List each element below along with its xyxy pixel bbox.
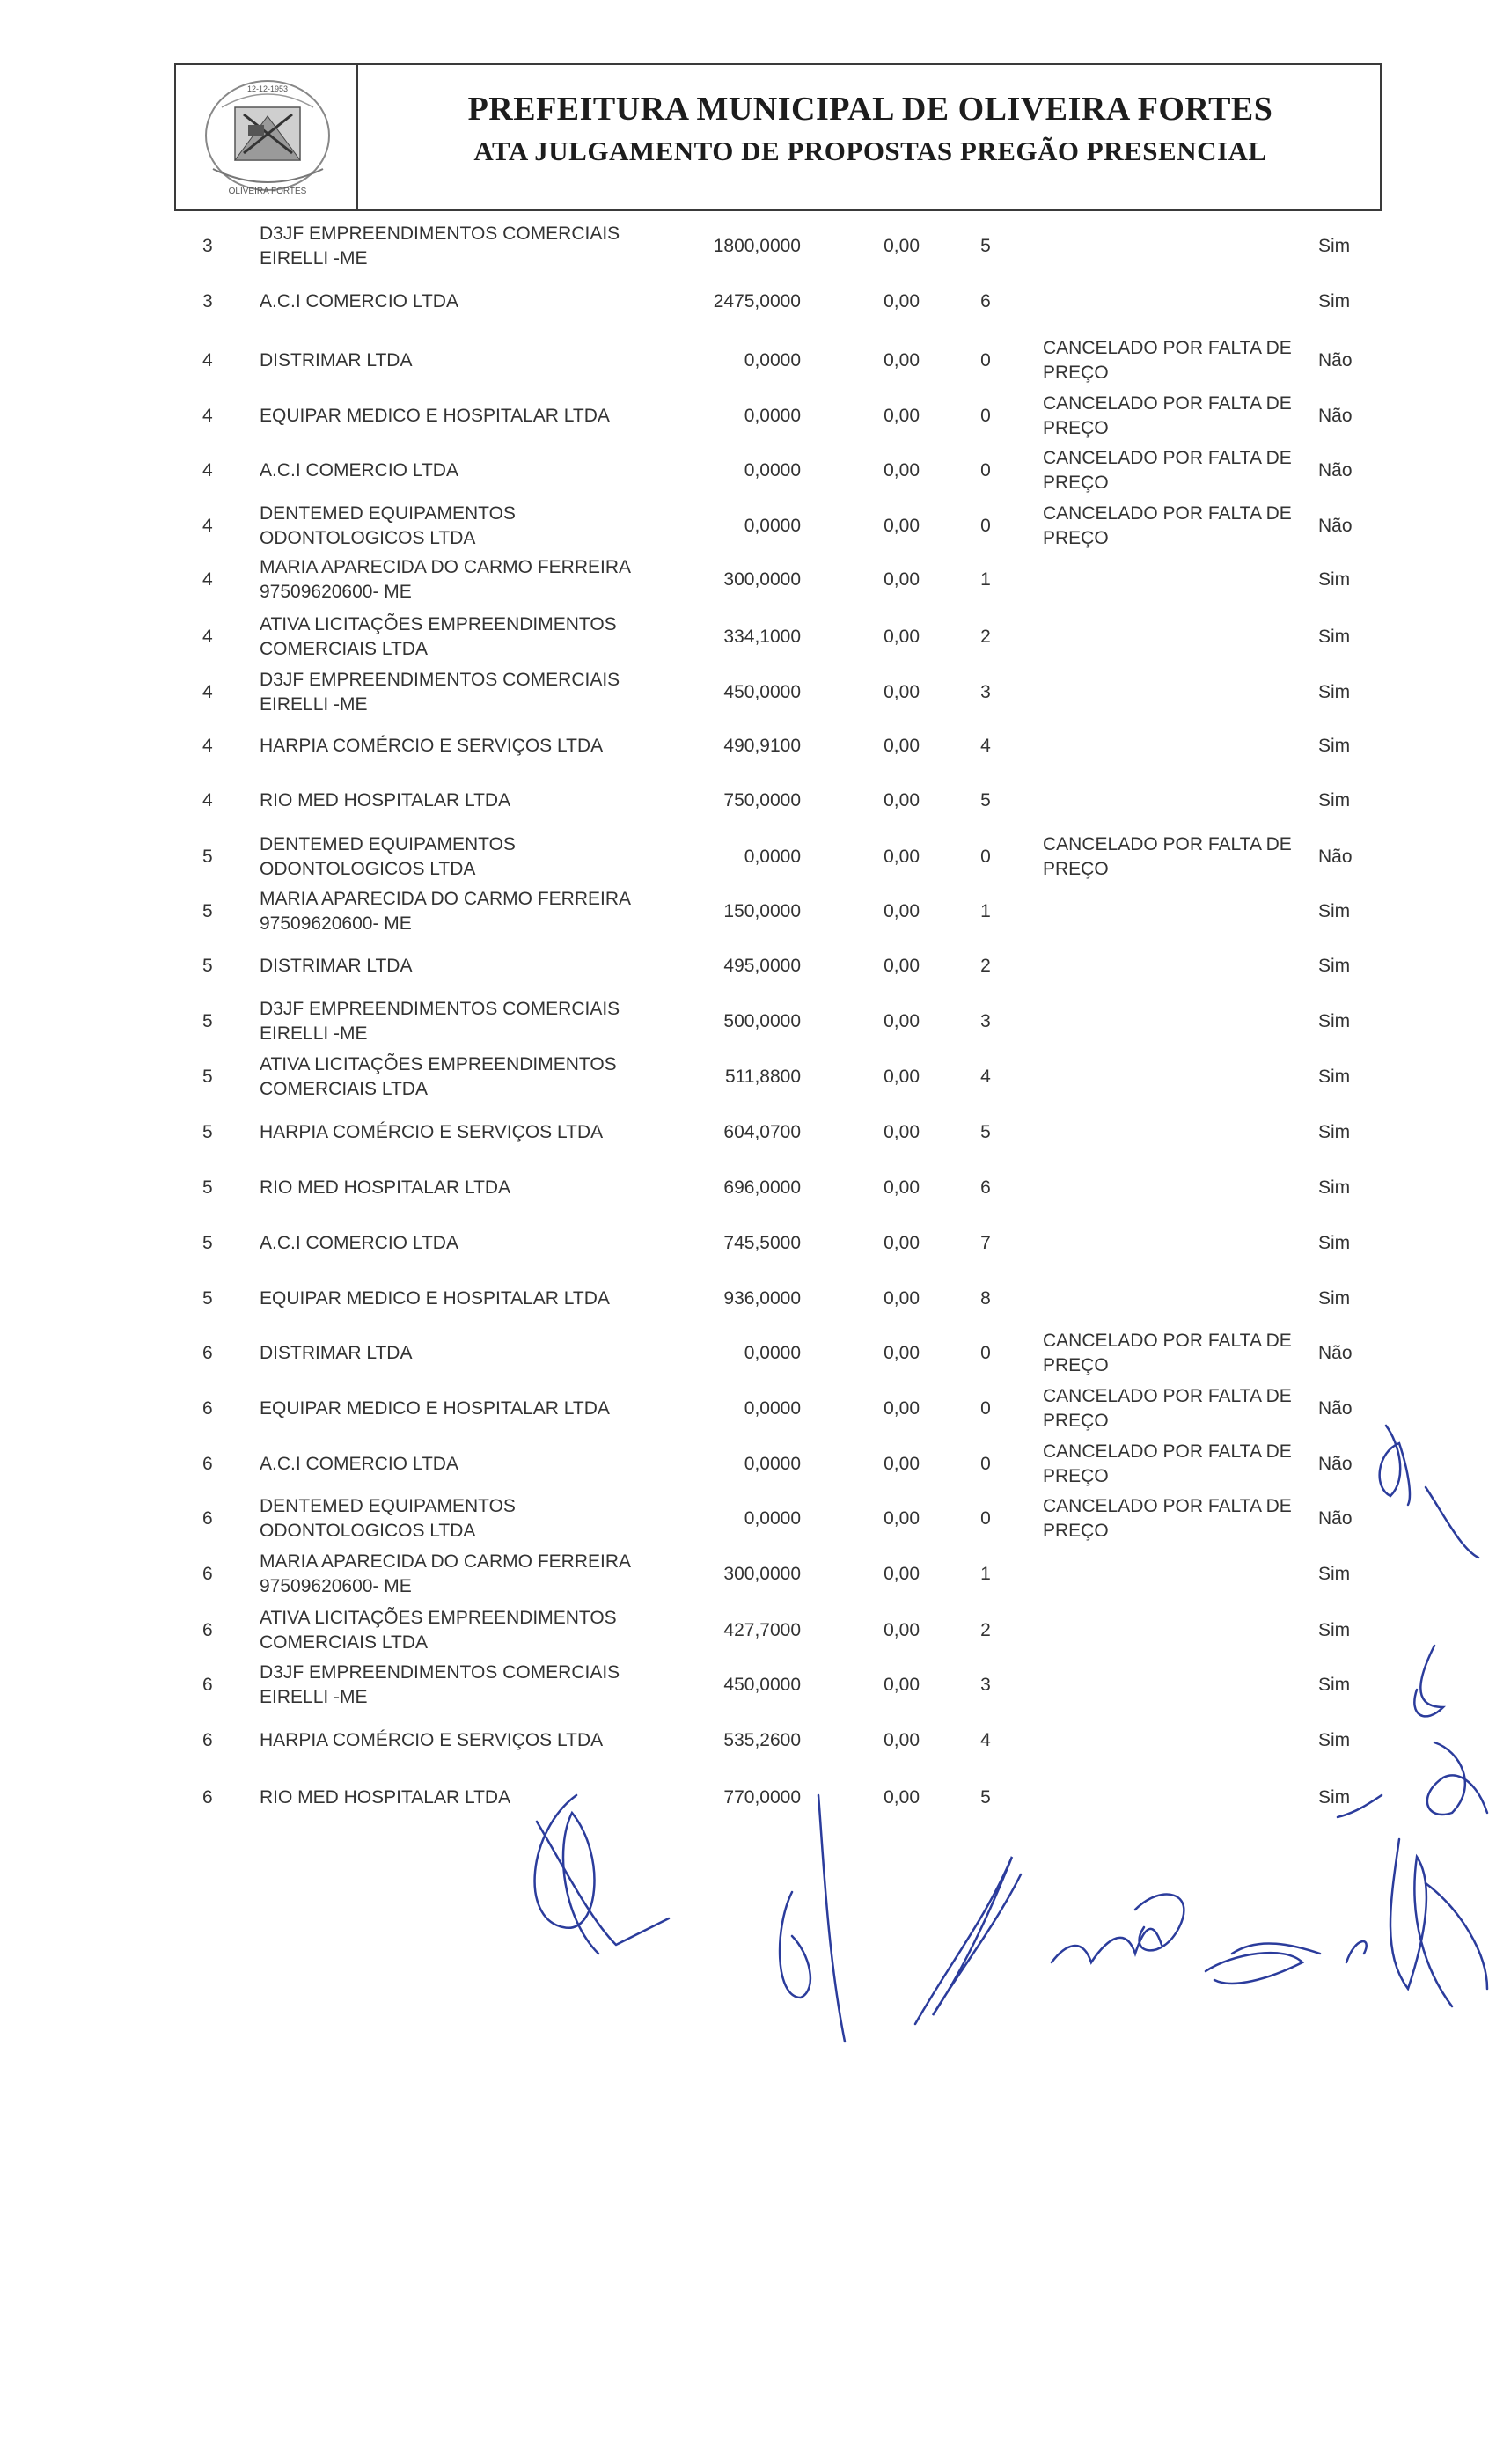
status-text: CANCELADO POR FALTA DE PREÇO [1043, 834, 1292, 879]
discount-cell: 0,00 [884, 1011, 920, 1031]
qualified-cell: Não [1318, 1343, 1353, 1363]
position-cell: 5 [980, 1787, 991, 1808]
discount-cell: 0,00 [884, 1675, 920, 1695]
status-cell [1043, 275, 1298, 328]
company-cell [260, 611, 682, 664]
company-name: A.C.I COMERCIO LTDA [260, 460, 458, 480]
qualified-cell: Não [1318, 1454, 1353, 1474]
lote-cell: 3 [202, 236, 213, 256]
discount-cell: 0,00 [884, 847, 920, 867]
company-name: DENTEMED EQUIPAMENTOS ODONTOLOGICOS LTDA [260, 503, 516, 548]
discount-cell: 0,00 [884, 1787, 920, 1808]
company-cell [260, 1438, 682, 1491]
company-name: MARIA APARECIDA DO CARMO FERREIRA 97509620600- ME [260, 889, 630, 934]
status-cell [1043, 554, 1298, 606]
discount-cell: 0,00 [884, 291, 920, 312]
page-subtitle: ATA JULGAMENTO DE PROPOSTAS PREGÃO PRESENCIAL [473, 136, 1267, 166]
position-cell: 7 [980, 1233, 991, 1253]
company-cell [260, 885, 682, 938]
qualified-cell: Sim [1318, 1011, 1351, 1031]
company-name: MARIA APARECIDA DO CARMO FERREIRA 97509620600- ME [260, 557, 630, 602]
discount-cell: 0,00 [884, 1177, 920, 1198]
position-cell: 0 [980, 1343, 991, 1363]
company-cell [260, 720, 682, 773]
discount-cell: 0,00 [884, 790, 920, 810]
status-cell [1043, 220, 1298, 273]
position-cell: 4 [980, 1730, 991, 1750]
price-cell: 535,2600 [723, 1730, 801, 1750]
table-row [0, 611, 1496, 664]
status-cell [1043, 1714, 1298, 1767]
table-row [0, 774, 1496, 827]
status-cell [1043, 1604, 1298, 1657]
discount-cell: 0,00 [884, 1233, 920, 1253]
position-cell: 6 [980, 291, 991, 312]
position-cell: 2 [980, 1620, 991, 1640]
company-name: MARIA APARECIDA DO CARMO FERREIRA 97509620600- ME [260, 1551, 630, 1596]
price-cell: 2475,0000 [713, 291, 801, 312]
discount-cell: 0,00 [884, 1454, 920, 1474]
company-cell [260, 831, 682, 884]
lote-cell: 5 [202, 1233, 213, 1253]
price-cell: 0,0000 [744, 1454, 801, 1474]
status-cell [1043, 720, 1298, 773]
table-row [0, 995, 1496, 1048]
status-text: CANCELADO POR FALTA DE PREÇO [1043, 1441, 1292, 1486]
qualified-cell: Não [1318, 847, 1353, 867]
price-cell: 0,0000 [744, 847, 801, 867]
position-cell: 4 [980, 736, 991, 756]
company-name: HARPIA COMÉRCIO E SERVIÇOS LTDA [260, 1122, 604, 1142]
status-cell [1043, 885, 1298, 938]
qualified-cell: Sim [1318, 236, 1351, 256]
position-cell: 5 [980, 236, 991, 256]
qualified-cell: Sim [1318, 1564, 1351, 1584]
company-cell [260, 774, 682, 827]
company-name: DISTRIMAR LTDA [260, 956, 413, 976]
crest-city-text: OLIVEIRA FORTES [228, 187, 307, 196]
position-cell: 1 [980, 901, 991, 921]
qualified-cell: Sim [1318, 1730, 1351, 1750]
company-cell [260, 275, 682, 328]
company-cell [260, 666, 682, 719]
status-cell [1043, 1382, 1298, 1435]
price-cell: 604,0700 [723, 1122, 801, 1142]
qualified-cell: Sim [1318, 1122, 1351, 1142]
table-row [0, 1492, 1496, 1545]
lote-cell: 6 [202, 1454, 213, 1474]
company-name: DISTRIMAR LTDA [260, 350, 413, 370]
discount-cell: 0,00 [884, 1398, 920, 1419]
discount-cell: 0,00 [884, 1508, 920, 1529]
position-cell: 0 [980, 350, 991, 370]
price-cell: 0,0000 [744, 460, 801, 480]
status-cell [1043, 1106, 1298, 1159]
position-cell: 8 [980, 1288, 991, 1309]
company-cell [260, 500, 682, 553]
table-row [0, 1272, 1496, 1325]
table-row [0, 500, 1496, 553]
qualified-cell: Sim [1318, 569, 1351, 590]
lote-cell: 6 [202, 1675, 213, 1695]
discount-cell: 0,00 [884, 901, 920, 921]
status-cell [1043, 1162, 1298, 1214]
table-row [0, 1217, 1496, 1270]
company-name: RIO MED HOSPITALAR LTDA [260, 790, 511, 810]
price-cell: 696,0000 [723, 1177, 801, 1198]
company-cell [260, 940, 682, 993]
discount-cell: 0,00 [884, 1620, 920, 1640]
discount-cell: 0,00 [884, 1564, 920, 1584]
price-cell: 511,8800 [724, 1067, 801, 1087]
discount-cell: 0,00 [884, 627, 920, 647]
qualified-cell: Não [1318, 1398, 1353, 1419]
position-cell: 0 [980, 406, 991, 426]
status-text: CANCELADO POR FALTA DE PREÇO [1043, 1331, 1292, 1375]
company-cell [260, 1492, 682, 1545]
price-cell: 450,0000 [723, 682, 801, 702]
position-cell: 0 [980, 1454, 991, 1474]
status-text: CANCELADO POR FALTA DE PREÇO [1043, 1386, 1292, 1431]
table-row [0, 1659, 1496, 1712]
lote-cell: 5 [202, 1177, 213, 1198]
crest-date-text: 12-12-1953 [246, 84, 289, 93]
status-cell [1043, 1051, 1298, 1104]
status-cell [1043, 1548, 1298, 1601]
qualified-cell: Não [1318, 516, 1353, 536]
company-cell [260, 1162, 682, 1214]
company-cell [260, 390, 682, 443]
company-name: HARPIA COMÉRCIO E SERVIÇOS LTDA [260, 1730, 604, 1750]
position-cell: 2 [980, 956, 991, 976]
status-cell [1043, 500, 1298, 553]
qualified-cell: Sim [1318, 1067, 1351, 1087]
company-cell [260, 1659, 682, 1712]
lote-cell: 4 [202, 406, 213, 426]
position-cell: 3 [980, 682, 991, 702]
company-cell [260, 1106, 682, 1159]
status-text: CANCELADO POR FALTA DE PREÇO [1043, 338, 1292, 383]
table-row [0, 666, 1496, 719]
status-cell [1043, 1327, 1298, 1380]
lote-cell: 5 [202, 901, 213, 921]
position-cell: 3 [980, 1675, 991, 1695]
status-cell [1043, 774, 1298, 827]
status-cell [1043, 1771, 1298, 1824]
position-cell: 5 [980, 1122, 991, 1142]
price-cell: 0,0000 [744, 350, 801, 370]
company-cell [260, 1327, 682, 1380]
price-cell: 450,0000 [723, 1675, 801, 1695]
table-row [0, 831, 1496, 884]
table-row [0, 275, 1496, 328]
discount-cell: 0,00 [884, 1343, 920, 1363]
company-cell [260, 444, 682, 497]
company-cell [260, 1548, 682, 1601]
price-cell: 0,0000 [744, 1398, 801, 1419]
status-cell [1043, 1659, 1298, 1712]
position-cell: 1 [980, 1564, 991, 1584]
status-cell [1043, 995, 1298, 1048]
price-cell: 770,0000 [723, 1787, 801, 1808]
lote-cell: 6 [202, 1730, 213, 1750]
discount-cell: 0,00 [884, 460, 920, 480]
discount-cell: 0,00 [884, 1122, 920, 1142]
company-name: EQUIPAR MEDICO E HOSPITALAR LTDA [260, 1288, 610, 1309]
table-row [0, 1162, 1496, 1214]
company-name: ATIVA LICITAÇÕES EMPREENDIMENTOS COMERCIAIS LTDA [260, 1054, 617, 1099]
lote-cell: 4 [202, 569, 213, 590]
lote-cell: 4 [202, 682, 213, 702]
company-cell [260, 1604, 682, 1657]
price-cell: 300,0000 [723, 569, 801, 590]
company-cell [260, 1272, 682, 1325]
lote-cell: 4 [202, 627, 213, 647]
position-cell: 2 [980, 627, 991, 647]
lote-cell: 4 [202, 516, 213, 536]
lote-cell: 4 [202, 460, 213, 480]
company-name: D3JF EMPREENDIMENTOS COMERCIAIS EIRELLI -ME [260, 670, 620, 715]
qualified-cell: Sim [1318, 1675, 1351, 1695]
position-cell: 5 [980, 790, 991, 810]
table-row [0, 1438, 1496, 1491]
lote-cell: 4 [202, 350, 213, 370]
status-cell [1043, 334, 1298, 387]
status-cell [1043, 390, 1298, 443]
position-cell: 1 [980, 569, 991, 590]
company-cell [260, 1771, 682, 1824]
table-row [0, 1382, 1496, 1435]
status-text: CANCELADO POR FALTA DE PREÇO [1043, 393, 1292, 438]
price-cell: 750,0000 [723, 790, 801, 810]
company-cell [260, 1217, 682, 1270]
table-row [0, 220, 1496, 273]
company-name: D3JF EMPREENDIMENTOS COMERCIAIS EIRELLI -ME [260, 224, 620, 268]
lote-cell: 6 [202, 1787, 213, 1808]
lote-cell: 6 [202, 1620, 213, 1640]
status-cell [1043, 444, 1298, 497]
lote-cell: 6 [202, 1343, 213, 1363]
table-row [0, 720, 1496, 773]
discount-cell: 0,00 [884, 956, 920, 976]
position-cell: 0 [980, 460, 991, 480]
lote-cell: 4 [202, 790, 213, 810]
status-text: CANCELADO POR FALTA DE PREÇO [1043, 448, 1292, 493]
price-cell: 1800,0000 [713, 236, 801, 256]
table-row [0, 554, 1496, 606]
position-cell: 0 [980, 1398, 991, 1419]
position-cell: 0 [980, 516, 991, 536]
position-cell: 6 [980, 1177, 991, 1198]
company-name: A.C.I COMERCIO LTDA [260, 1233, 458, 1253]
lote-cell: 4 [202, 736, 213, 756]
price-cell: 0,0000 [744, 1508, 801, 1529]
table-row [0, 1771, 1496, 1824]
company-cell [260, 554, 682, 606]
company-name: ATIVA LICITAÇÕES EMPREENDIMENTOS COMERCIAIS LTDA [260, 614, 617, 659]
price-cell: 500,0000 [723, 1011, 801, 1031]
qualified-cell: Sim [1318, 790, 1351, 810]
price-cell: 936,0000 [723, 1288, 801, 1309]
company-cell [260, 1051, 682, 1104]
table-row [0, 1051, 1496, 1104]
qualified-cell: Sim [1318, 1288, 1351, 1309]
qualified-cell: Sim [1318, 682, 1351, 702]
table-row [0, 1604, 1496, 1657]
status-cell [1043, 611, 1298, 664]
company-name: DENTEMED EQUIPAMENTOS ODONTOLOGICOS LTDA [260, 1496, 516, 1541]
lote-cell: 6 [202, 1398, 213, 1419]
discount-cell: 0,00 [884, 350, 920, 370]
status-cell [1043, 1438, 1298, 1491]
qualified-cell: Sim [1318, 1787, 1351, 1808]
qualified-cell: Não [1318, 1508, 1353, 1529]
lote-cell: 5 [202, 1288, 213, 1309]
table-row [0, 444, 1496, 497]
qualified-cell: Sim [1318, 1233, 1351, 1253]
lote-cell: 5 [202, 956, 213, 976]
lote-cell: 6 [202, 1508, 213, 1529]
qualified-cell: Sim [1318, 1620, 1351, 1640]
discount-cell: 0,00 [884, 236, 920, 256]
status-cell [1043, 1217, 1298, 1270]
discount-cell: 0,00 [884, 1730, 920, 1750]
company-name: D3JF EMPREENDIMENTOS COMERCIAIS EIRELLI -ME [260, 1662, 620, 1707]
lote-cell: 5 [202, 1122, 213, 1142]
position-cell: 0 [980, 847, 991, 867]
company-cell [260, 1382, 682, 1435]
company-name: A.C.I COMERCIO LTDA [260, 1454, 458, 1474]
page-title: PREFEITURA MUNICIPAL DE OLIVEIRA FORTES [467, 91, 1273, 128]
price-cell: 0,0000 [744, 516, 801, 536]
lote-cell: 5 [202, 1011, 213, 1031]
price-cell: 150,0000 [723, 901, 801, 921]
qualified-cell: Sim [1318, 956, 1351, 976]
qualified-cell: Não [1318, 460, 1353, 480]
price-cell: 0,0000 [744, 406, 801, 426]
discount-cell: 0,00 [884, 569, 920, 590]
table-row [0, 1548, 1496, 1601]
company-name: EQUIPAR MEDICO E HOSPITALAR LTDA [260, 1398, 610, 1419]
position-cell: 4 [980, 1067, 991, 1087]
discount-cell: 0,00 [884, 682, 920, 702]
status-cell [1043, 666, 1298, 719]
company-name: DISTRIMAR LTDA [260, 1343, 413, 1363]
lote-cell: 5 [202, 847, 213, 867]
company-cell [260, 995, 682, 1048]
table-row [0, 940, 1496, 993]
company-name: RIO MED HOSPITALAR LTDA [260, 1787, 511, 1808]
discount-cell: 0,00 [884, 736, 920, 756]
qualified-cell: Não [1318, 350, 1353, 370]
qualified-cell: Sim [1318, 291, 1351, 312]
discount-cell: 0,00 [884, 406, 920, 426]
qualified-cell: Sim [1318, 627, 1351, 647]
price-cell: 427,7000 [723, 1620, 801, 1640]
price-cell: 300,0000 [723, 1564, 801, 1584]
company-cell [260, 220, 682, 273]
status-text: CANCELADO POR FALTA DE PREÇO [1043, 503, 1292, 548]
price-cell: 490,9100 [723, 736, 801, 756]
table-row [0, 390, 1496, 443]
status-cell [1043, 1272, 1298, 1325]
company-name: A.C.I COMERCIO LTDA [260, 291, 458, 312]
qualified-cell: Não [1318, 406, 1353, 426]
qualified-cell: Sim [1318, 736, 1351, 756]
company-cell [260, 334, 682, 387]
company-name: D3JF EMPREENDIMENTOS COMERCIAIS EIRELLI -ME [260, 999, 620, 1044]
status-cell [1043, 831, 1298, 884]
table-row [0, 1106, 1496, 1159]
table-row [0, 334, 1496, 387]
status-cell [1043, 1492, 1298, 1545]
lote-cell: 3 [202, 291, 213, 312]
price-cell: 0,0000 [744, 1343, 801, 1363]
price-cell: 495,0000 [723, 956, 801, 976]
company-name: ATIVA LICITAÇÕES EMPREENDIMENTOS COMERCIAIS LTDA [260, 1608, 617, 1653]
discount-cell: 0,00 [884, 516, 920, 536]
company-name: DENTEMED EQUIPAMENTOS ODONTOLOGICOS LTDA [260, 834, 516, 879]
status-text: CANCELADO POR FALTA DE PREÇO [1043, 1496, 1292, 1541]
table-row [0, 1714, 1496, 1767]
status-cell [1043, 940, 1298, 993]
company-name: HARPIA COMÉRCIO E SERVIÇOS LTDA [260, 736, 604, 756]
company-name: RIO MED HOSPITALAR LTDA [260, 1177, 511, 1198]
qualified-cell: Sim [1318, 901, 1351, 921]
position-cell: 0 [980, 1508, 991, 1529]
company-name: EQUIPAR MEDICO E HOSPITALAR LTDA [260, 406, 610, 426]
price-cell: 745,5000 [723, 1233, 801, 1253]
company-cell [260, 1714, 682, 1767]
table-row [0, 1327, 1496, 1380]
table-row [0, 885, 1496, 938]
lote-cell: 6 [202, 1564, 213, 1584]
discount-cell: 0,00 [884, 1067, 920, 1087]
discount-cell: 0,00 [884, 1288, 920, 1309]
lote-cell: 5 [202, 1067, 213, 1087]
price-cell: 334,1000 [723, 627, 801, 647]
position-cell: 3 [980, 1011, 991, 1031]
qualified-cell: Sim [1318, 1177, 1351, 1198]
